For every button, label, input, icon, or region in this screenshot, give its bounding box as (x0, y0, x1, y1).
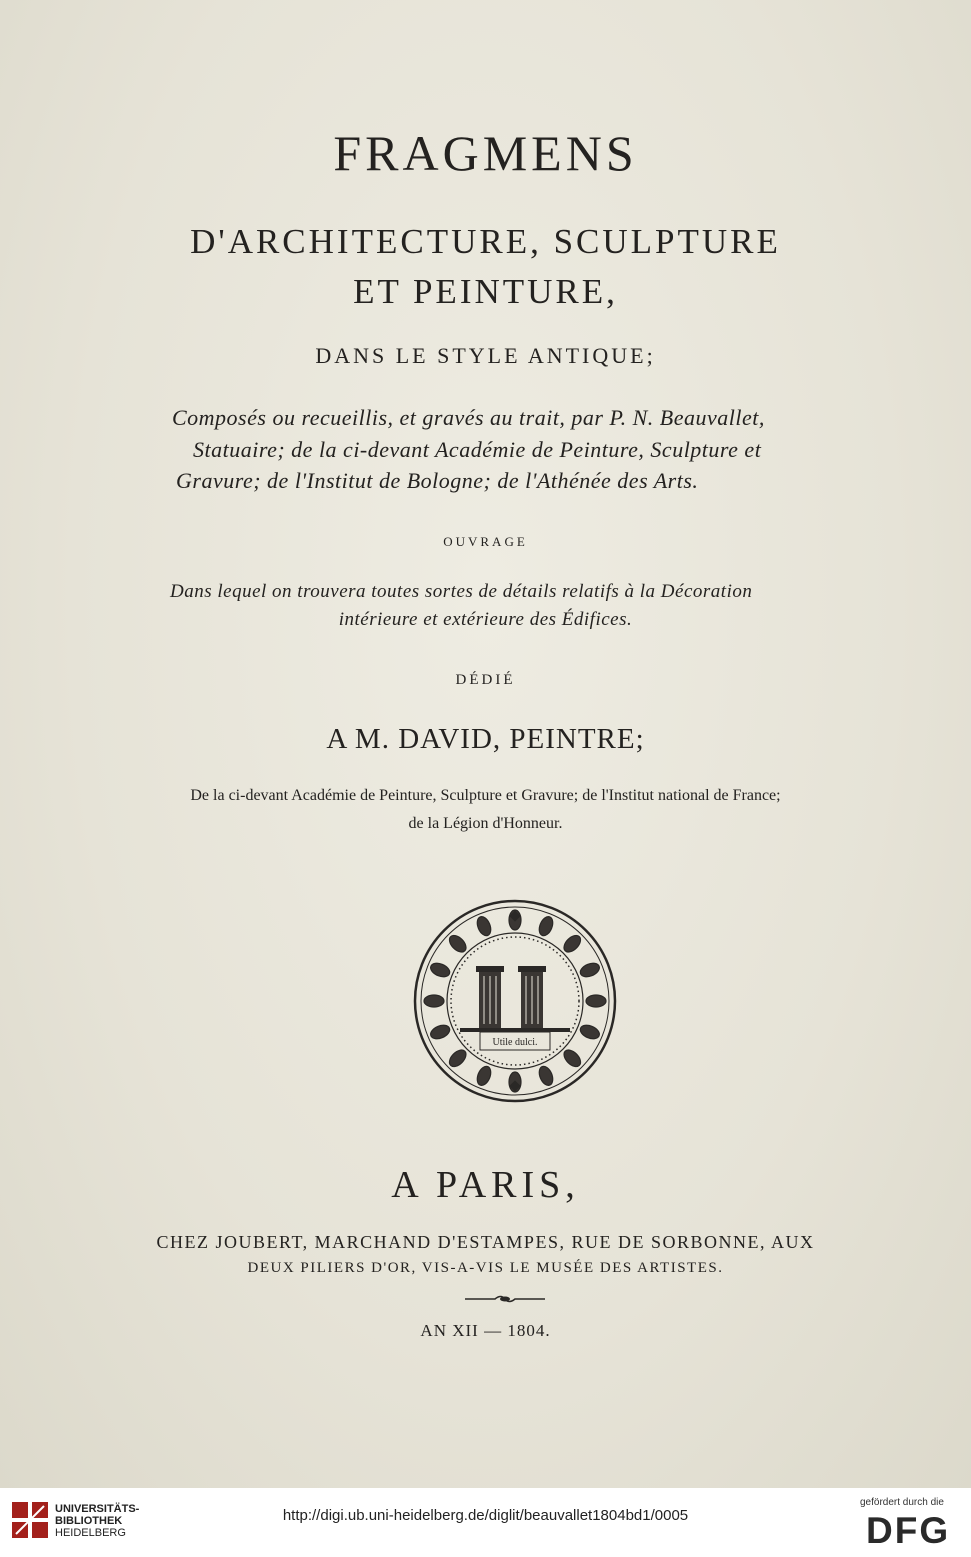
dedicatee-titles-line-2: de la Légion d'Honneur. (408, 815, 563, 832)
library-line-2: BIBLIOTHEK (55, 1515, 123, 1527)
ouvrage-line-2: intérieure et extérieure des Édifices. (338, 609, 633, 630)
ouvrage-label: OUVRAGE (443, 534, 528, 549)
ouvrage-line-1: Dans lequel on trouvera toutes sortes de détails relatifs à la Décoration (170, 581, 753, 602)
dedicatee: A M. DAVID, PEINTRE; (326, 723, 645, 755)
dedicatee-titles-line-1: De la ci-devant Académie de Peinture, Sculpture et Gravure; de l'Institut national de France; (190, 787, 781, 804)
authors-line-1: Composés ou recueillis, et gravés au trait, par P. N. Beauvallet, (172, 405, 765, 430)
authors-line-3: Gravure; de l'Institut de Bologne; de l'Athénée des Arts. (176, 468, 699, 493)
imprint-line-1: CHEZ JOUBERT, MARCHAND D'ESTAMPES, RUE DE SORBONNE, AUX (156, 1232, 815, 1252)
dfg-logo: DFG (866, 1510, 951, 1551)
library-line-1: UNIVERSITÄTS- (55, 1503, 140, 1515)
title-main: FRAGMENS (333, 125, 638, 181)
title-line-3: ET PEINTURE, (353, 272, 618, 311)
subtitle-style: DANS LE STYLE ANTIQUE; (315, 343, 656, 368)
library-line-3: HEIDELBERG (55, 1527, 126, 1539)
imprint-line-2: DEUX PILIERS D'OR, VIS-A-VIS LE MUSÉE DES ARTISTES. (247, 1260, 724, 1276)
seal-motto: Utile dulci. (492, 1037, 538, 1048)
title-line-2: D'ARCHITECTURE, SCULPTURE (190, 222, 781, 261)
funding-note: gefördert durch die (860, 1497, 944, 1508)
printer-seal-emblem (412, 898, 618, 1104)
divider-ornament (465, 1293, 545, 1305)
imprint-city: A PARIS, (391, 1164, 580, 1206)
dedie-label: DÉDIÉ (455, 672, 516, 688)
permalink-url[interactable]: http://digi.ub.uni-heidelberg.de/diglit/beauvallet1804bd1/0005 (282, 1507, 689, 1524)
authors-line-2: Statuaire; de la ci-devant Académie de Peinture, Sculpture et (193, 437, 762, 462)
imprint-date: AN XII — 1804. (420, 1321, 551, 1340)
